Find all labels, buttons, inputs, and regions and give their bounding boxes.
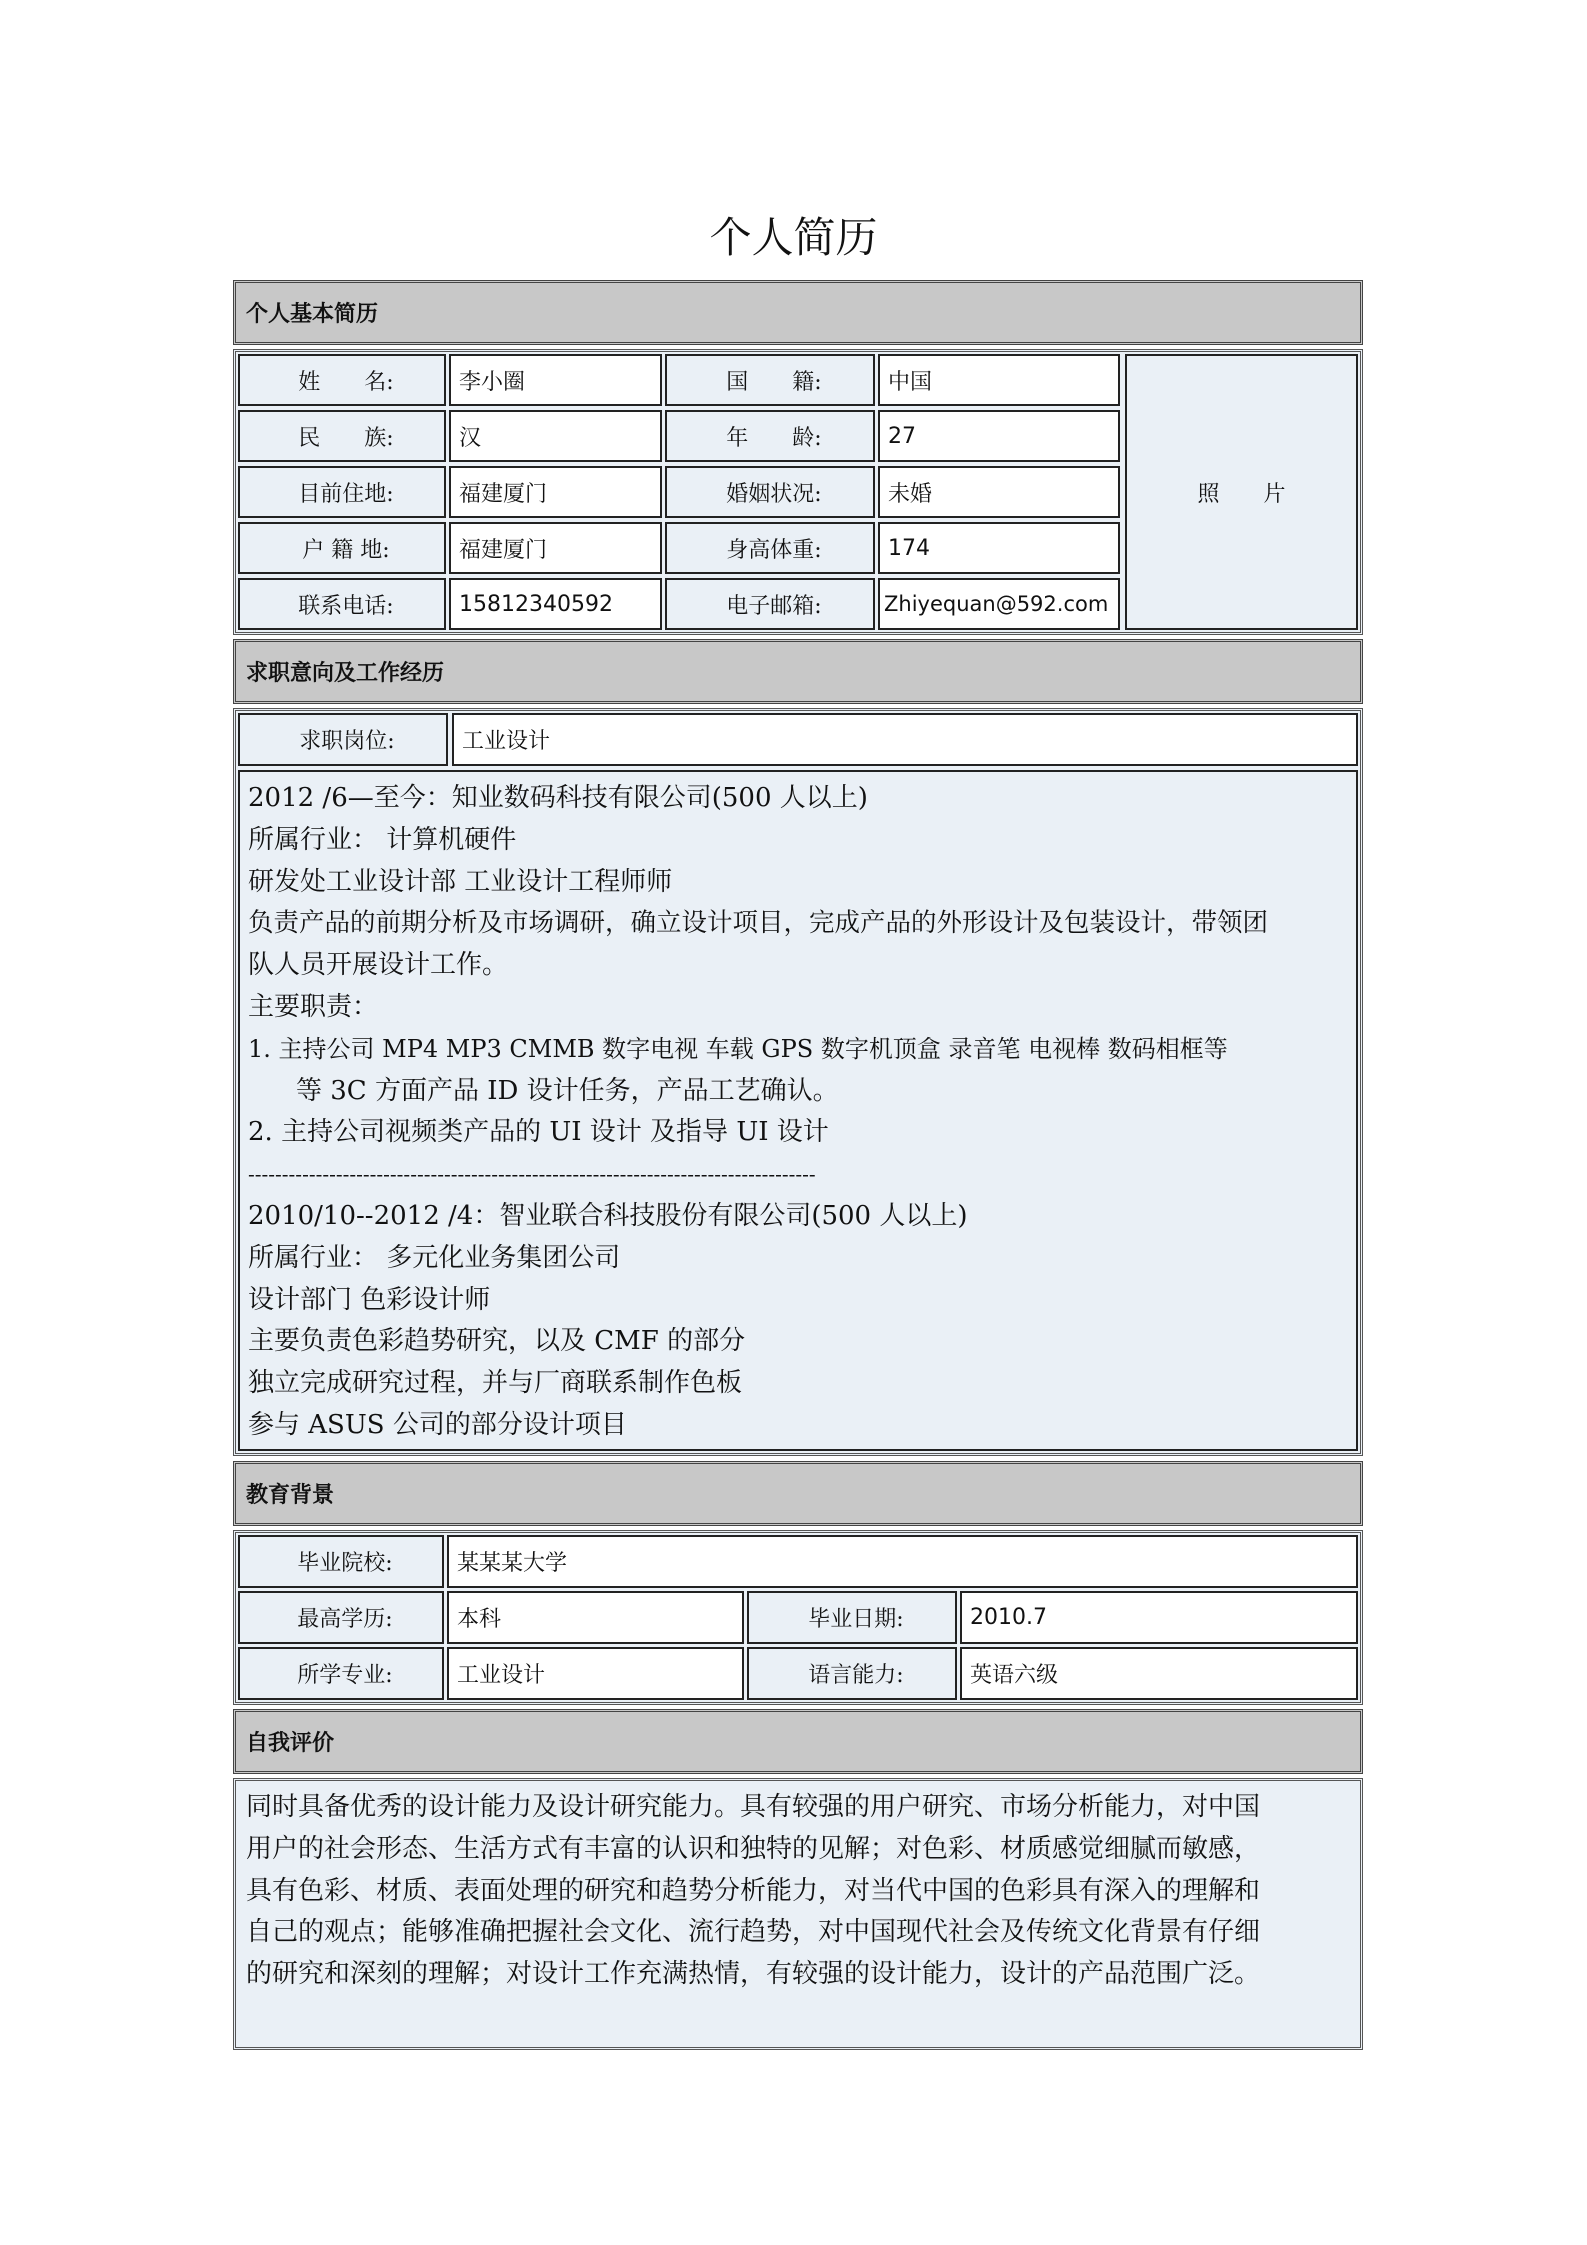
- major-label: 所学专业:: [238, 1647, 444, 1700]
- hukou-label: 户 籍 地:: [238, 522, 446, 574]
- nationality-label: 国 籍:: [665, 354, 875, 406]
- experience-line: 主要职责：: [248, 991, 379, 1022]
- age-label: 年 龄:: [665, 410, 875, 462]
- section-header-intent: [233, 639, 1363, 704]
- experience-line: 2. 主持公司视频类产品的 UI 设计 及指导 UI 设计: [248, 1117, 829, 1148]
- experience-line: 研发处工业设计部 工业设计工程师师: [248, 866, 673, 897]
- self-eval-line: 自己的观点；能够准确把握社会文化、流行趋势，对中国现代社会及传统文化背景有仔细: [246, 1917, 1261, 1948]
- experience-line: 队人员开展设计工作。: [248, 950, 509, 981]
- nationality-value: 中国: [878, 354, 1120, 406]
- experience-line: 等 3C 方面产品 ID 设计任务，产品工艺确认。: [296, 1075, 839, 1106]
- marital-value: 未婚: [878, 466, 1120, 518]
- language-value: 英语六级: [960, 1647, 1358, 1700]
- section-header-education: [233, 1461, 1363, 1526]
- self-eval-text: [246, 1787, 1346, 1996]
- experience-line: 所属行业： 计算机硬件: [248, 824, 517, 855]
- ethnicity-label: 民 族:: [238, 410, 446, 462]
- hukou-value: 福建厦门: [449, 522, 662, 574]
- position-value: 工业设计: [452, 713, 1358, 766]
- experience-box: [238, 770, 1358, 1451]
- self-eval-block: [233, 1778, 1363, 2050]
- self-eval-line: 具有色彩、材质、表面处理的研究和趋势分析能力，对当代中国的色彩具有深入的理解和: [246, 1875, 1261, 1906]
- grad-date-value: 2010.7: [960, 1591, 1358, 1644]
- section-title: 教育背景: [246, 1482, 335, 1508]
- experience-line: 负责产品的前期分析及市场调研，确立设计项目，完成产品的外形设计及包装设计，带领团: [248, 908, 1269, 939]
- major-value: 工业设计: [447, 1647, 744, 1700]
- position-label: 求职岗位:: [238, 713, 448, 766]
- school-value: 某某某大学: [447, 1535, 1358, 1588]
- experience-line: 1. 主持公司 MP4 MP3 CMMB 数字电视 车载 GPS 数字机顶盒 录音笔 电视棒 数码相框等: [248, 1034, 1228, 1063]
- section-header-basic: [233, 280, 1363, 345]
- height-label: 身高体重:: [665, 522, 875, 574]
- self-eval-line: 用户的社会形态、生活方式有丰富的认识和独特的见解；对色彩、材质感觉细腻而敏感，: [246, 1833, 1261, 1864]
- marital-label: 婚姻状况:: [665, 466, 875, 518]
- experience-line: 2012 /6—至今：知业数码科技有限公司(500 人以上): [248, 783, 868, 813]
- phone-value: 15812340592: [449, 578, 662, 630]
- experience-line: 独立完成研究过程，并与厂商联系制作色板: [248, 1368, 743, 1399]
- separator-line: ------------------------------------------------------------------------------------: [248, 1162, 816, 1187]
- self-eval-line: 的研究和深刻的理解；对设计工作充满热情，有较强的设计能力，设计的产品范围广泛。: [246, 1959, 1261, 1990]
- photo-placeholder: 照 片: [1125, 354, 1358, 630]
- degree-label: 最高学历:: [238, 1591, 444, 1644]
- experience-line: 主要负责色彩趋势研究，以及 CMF 的部分: [248, 1326, 746, 1357]
- experience-line: 所属行业： 多元化业务集团公司: [248, 1242, 621, 1273]
- email-value: Zhiyequan@592.com: [878, 578, 1120, 630]
- phone-label: 联系电话:: [238, 578, 446, 630]
- experience-line: 设计部门 色彩设计师: [248, 1284, 491, 1315]
- name-value: 李小圈: [449, 354, 662, 406]
- page-title: 个人简历: [709, 213, 878, 262]
- residence-label: 目前住地:: [238, 466, 446, 518]
- email-label: 电子邮箱:: [665, 578, 875, 630]
- section-title: 求职意向及工作经历: [246, 660, 445, 686]
- school-label: 毕业院校:: [238, 1535, 444, 1588]
- experience-line: 参与 ASUS 公司的部分设计项目: [248, 1409, 627, 1440]
- section-header-self: [233, 1709, 1363, 1774]
- age-value: 27: [878, 410, 1120, 462]
- language-label: 语言能力:: [747, 1647, 957, 1700]
- height-value: 174: [878, 522, 1120, 574]
- self-eval-line: 同时具备优秀的设计能力及设计研究能力。具有较强的用户研究、市场分析能力，对中国: [246, 1792, 1261, 1822]
- grad-date-label: 毕业日期:: [747, 1591, 957, 1644]
- degree-value: 本科: [447, 1591, 744, 1644]
- name-label: 姓 名:: [238, 354, 446, 406]
- experience-text: [248, 778, 1350, 1447]
- section-title: 个人基本简历: [246, 301, 379, 327]
- residence-value: 福建厦门: [449, 466, 662, 518]
- ethnicity-value: 汉: [449, 410, 662, 462]
- section-title: 自我评价: [246, 1730, 335, 1756]
- experience-line: 2010/10--2012 /4：智业联合科技股份有限公司(500 人以上): [248, 1200, 968, 1231]
